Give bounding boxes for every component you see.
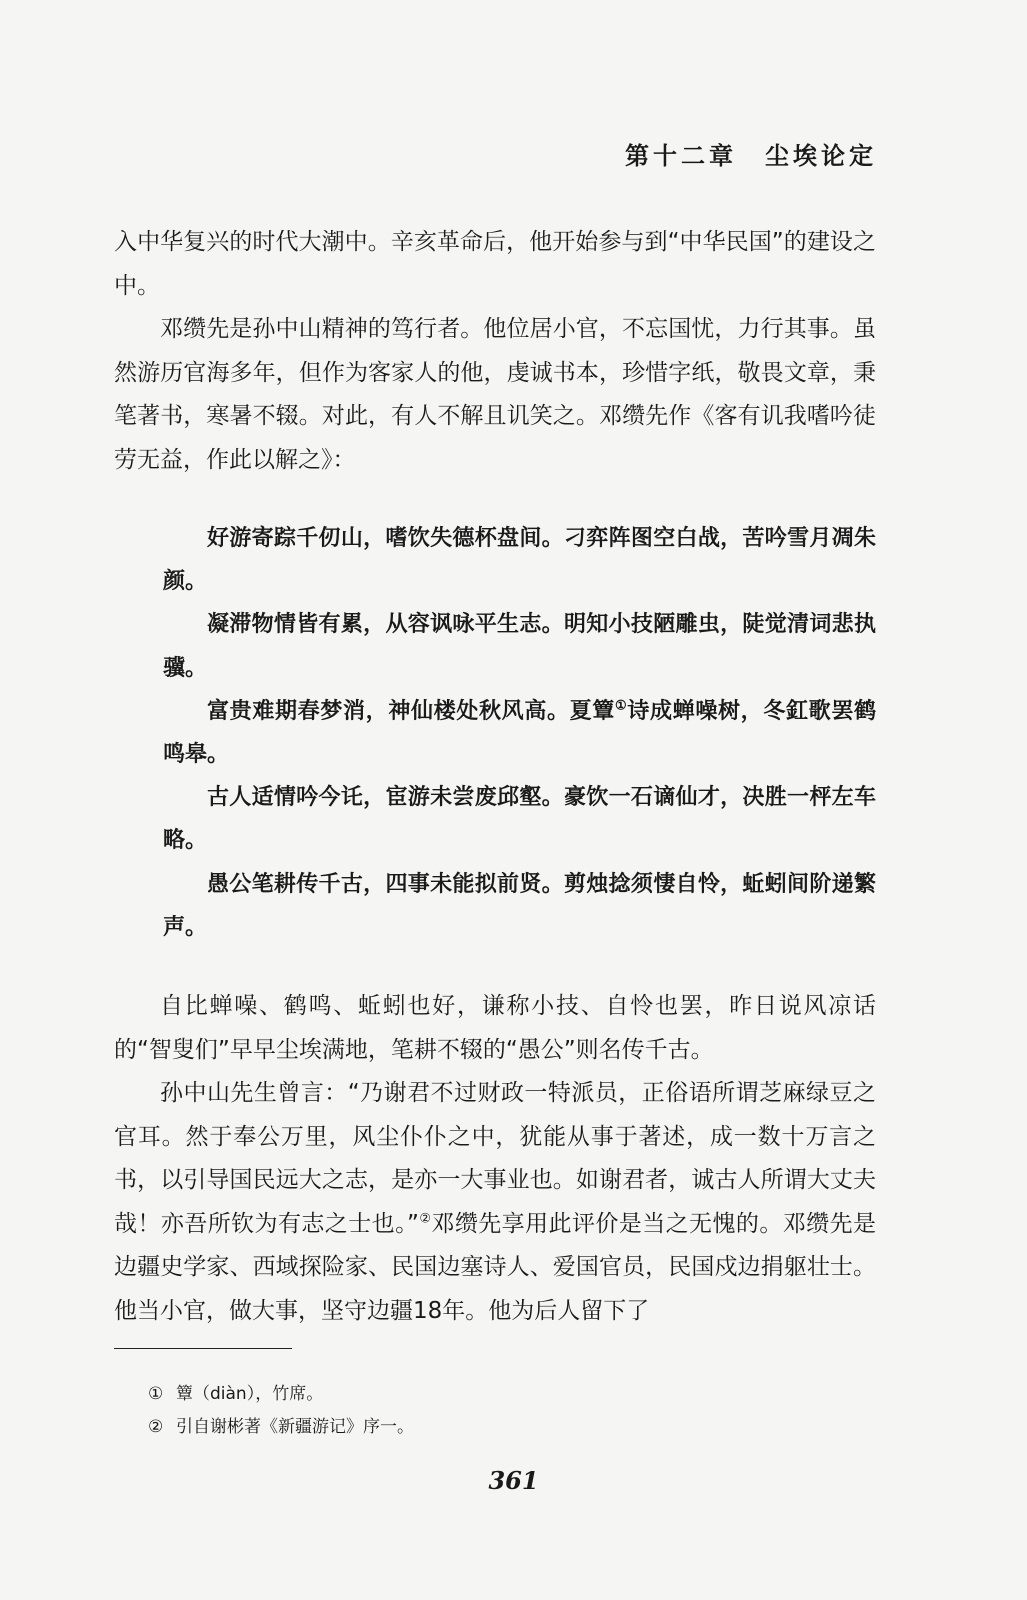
footnotes bbox=[148, 1378, 414, 1444]
chapter-number: 第十二章 bbox=[625, 142, 737, 170]
footnote-divider bbox=[114, 1348, 292, 1349]
poem-block bbox=[163, 517, 876, 949]
footnote-ref: ② bbox=[418, 1210, 432, 1226]
poem-stanza: 古人适情吟今讬，宦游未尝废邱壑。豪饮一石谪仙才，决胜一枰左车略。 bbox=[163, 784, 876, 854]
paragraph: 自比蝉噪、鹤鸣、蚯蚓也好，谦称小技、自怜也罢，昨日说风凉话的“智叟们”早早尘埃满地，笔耕不辍的“愚公”则名传千古。 bbox=[114, 993, 876, 1063]
footnote-ref: ① bbox=[615, 698, 628, 714]
body-text-bottom bbox=[114, 985, 876, 1333]
footnote: ① 簟（diàn），竹席。 bbox=[148, 1384, 324, 1404]
footnote: ② 引自谢彬著《新疆游记》序一。 bbox=[148, 1417, 414, 1437]
poem-stanza: 富贵难期春梦消，神仙楼处秋风高。夏簟①诗成蝉噪树，冬釭歌罢鹤鸣皋。 bbox=[163, 697, 876, 768]
body-text-top bbox=[114, 221, 876, 482]
chapter-title: 尘埃论定 bbox=[765, 142, 877, 170]
poem-stanza: 凝滞物情皆有累，从容讽咏平生志。明知小技陋雕虫，陡觉清词悲执骥。 bbox=[163, 611, 876, 681]
poem-stanza: 好游寄踪千仞山，嗜饮失德杯盘间。刁弈阵图空白战，苦吟雪月凋朱颜。 bbox=[163, 525, 876, 595]
paragraph: 孙中山先生曾言：“乃谢君不过财政一特派员，正俗语所谓芝麻绿豆之官耳。然于奉公万里，风尘仆仆之中，犹能从事于著述，成一数十万言之书，以引导国民远大之志，是亦一大事业也。如谢君者，诚古人所谓大丈夫哉！亦吾所钦为有志之士也。”②邓缵先享用此评价是当之无愧的。邓缵先是边疆史学家、西域探险家、民国边塞诗人、爱国官员，民国戍边捐躯壮士。他当小官，做大事，坚守边疆18年。他为后人留下了 bbox=[114, 1080, 876, 1324]
page-number: 361 bbox=[488, 1466, 539, 1495]
paragraph: 邓缵先是孙中山精神的笃行者。他位居小官，不忘国忧，力行其事。虽然游历官海多年，但作为客家人的他，虔诚书本，珍惜字纸，敬畏文章，秉笔著书，寒暑不辍。对此，有人不解且讥笑之。邓缵先作《客有讥我嗜吟徒劳无益，作此以解之》： bbox=[114, 316, 876, 473]
paragraph-continued: 入中华复兴的时代大潮中。辛亥革命后，他开始参与到“中华民国”的建设之中。 bbox=[114, 229, 876, 299]
running-header bbox=[625, 136, 877, 171]
poem-stanza: 愚公笔耕传千古，四事未能拟前贤。剪烛捻须悽自怜，蚯蚓间阶递繁声。 bbox=[163, 870, 876, 940]
